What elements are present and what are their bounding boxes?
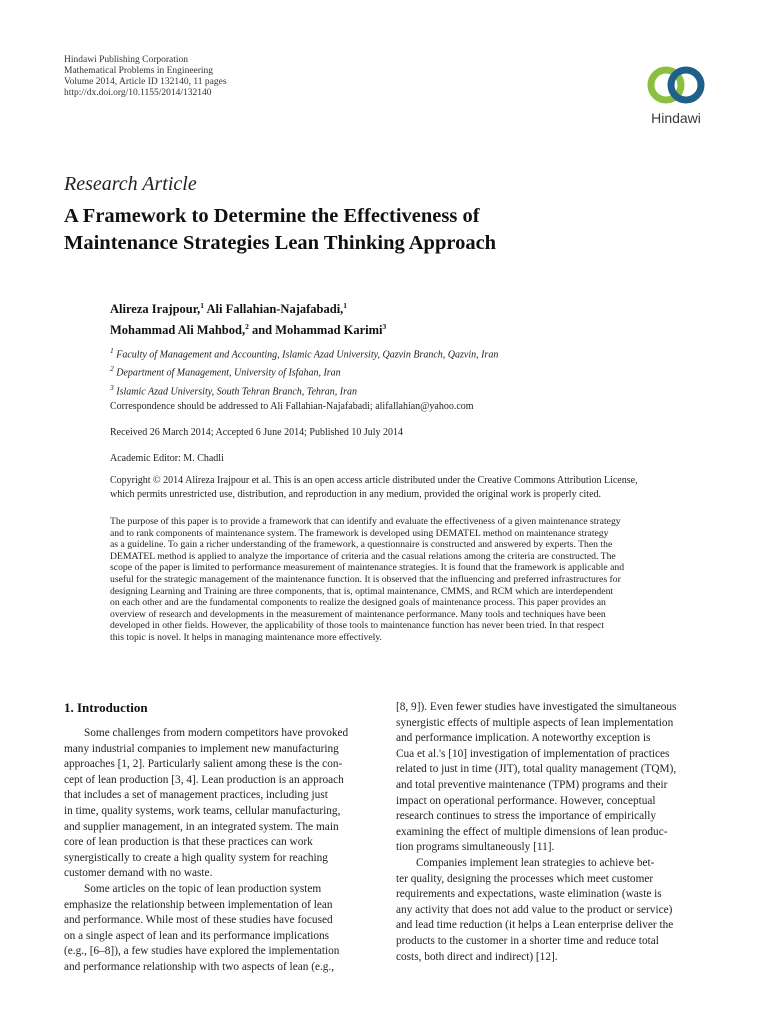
abstract-line: DEMATEL method is applied to analyze the importance of criteria and the casual relations among the criteria are constructed. The [110, 550, 616, 562]
paragraph-line: and performance implication. A noteworthy exception is [396, 732, 651, 745]
hindawi-rings-icon [647, 62, 705, 108]
paragraph-line: Companies implement lean strategies to achieve bet- [416, 856, 655, 869]
paragraph-line: synergistic effects of multiple aspects of lean implementation [396, 716, 674, 729]
paragraph-line: cept of lean production [3, 4]. Lean production is an approach [64, 773, 344, 786]
journal-line: Mathematical Problems in Engineering [64, 66, 214, 76]
section-heading: 1. Introduction [64, 700, 148, 715]
paragraph-line: and performance relationship with two aspects of lean (e.g., [64, 960, 335, 973]
paragraph-line: any activity that does not add value to the product or service) [396, 903, 673, 916]
affil-text: Department of Management, University of Isfahan, Iran [113, 367, 341, 379]
abstract-line: useful for the strategic management of the maintenance function. It is observed that the influencing and preferred infrastructures for [110, 573, 621, 585]
copyright-line: Copyright © 2014 Alireza Irajpour et al. This is an open access article distributed under the Creative Commons Attribution License, [110, 475, 638, 486]
author-name: Alireza Irajpour, [110, 302, 201, 317]
affiliation [110, 344, 498, 362]
paragraph-line: and supplier management, in an integrated system. The main [64, 820, 339, 833]
paragraph-line: core of lean production is that these practices can work [64, 836, 313, 849]
title-line: Maintenance Strategies Lean Thinking Approach [64, 232, 497, 254]
affil-text: Faculty of Management and Accounting, Islamic Azad University, Qazvin Branch, Qazvin, Iran [113, 349, 499, 361]
title-line: A Framework to Determine the Effectiveness of [64, 205, 480, 227]
affil-text: Islamic Azad University, South Tehran Branch, Tehran, Iran [113, 385, 357, 397]
abstract-line: The purpose of this paper is to provide a framework that can identify and evaluate the effectiveness of a given maintenance strategy [110, 516, 621, 527]
academic-editor: Academic Editor: M. Chadli [110, 453, 224, 464]
body-column-right [396, 700, 704, 965]
paragraph-line: related to just in time (JIT), total quality management (TQM), [396, 763, 677, 776]
paragraph-line: and total preventive maintenance (TPM) programs and their [396, 778, 668, 791]
paragraph-line: Some challenges from modern competitors have provoked [84, 727, 349, 739]
abstract-line: scope of the paper is limited to performance measurement of maintenance strategies. It is found that the framework is applicable and [110, 562, 625, 574]
affil-number: 3 [110, 382, 114, 392]
paragraph-line: approaches [1, 2]. Particularly salient among these is the con- [64, 758, 343, 771]
abstract-line: and to rank components of maintenance system. The framework is developed using DEMATEL method on maintenance strategy [110, 527, 609, 539]
article-title [64, 203, 684, 257]
paragraph-line: impact on operational performance. However, conceptual [396, 794, 656, 807]
correspondence: Correspondence should be addressed to Ali Fallahian-Najafabadi; alifallahian@yahoo.com [110, 401, 474, 412]
paragraph-line: tion programs simultaneously [11]. [396, 841, 555, 854]
author-line [110, 318, 386, 339]
logo-text: Hindawi [651, 110, 701, 126]
paragraph-line: in time, quality systems, work teams, cellular manufacturing, [64, 804, 341, 817]
paragraph-line: that includes a set of management practices, including just [64, 789, 328, 802]
paragraph-line: Cua et al.'s [10] investigation of implementation of practices [396, 747, 670, 760]
paragraph-line: synergistically to create a high quality system for reaching [64, 851, 328, 864]
paragraph-line: and performance. While most of these studies have focused [64, 914, 333, 927]
body-column-left [64, 726, 378, 976]
affil-mark: 1 [343, 301, 348, 310]
affil-mark: 2 [245, 322, 249, 332]
publisher-line: Hindawi Publishing Corporation [64, 55, 189, 65]
paragraph-line: customer demand with no waste. [64, 867, 213, 880]
abstract-line: on each other and are the fundamental components to realize the designed goals of maintenance process. This paper provides an [110, 597, 606, 609]
abstract-line: designing Learning and Training are three components, that is, optimal maintenance, CMMS, and RCM which are interdependent [110, 585, 614, 597]
abstract [110, 516, 710, 644]
paragraph-line: examining the effect of multiple dimensions of lean produc- [396, 825, 668, 838]
author-list [110, 297, 386, 339]
abstract-line: developed in other fields. However, the applicability of those tools to maintenance function has never been tried. In that respect [110, 620, 605, 632]
paragraph-line: Some articles on the topic of lean production system [84, 882, 322, 895]
paragraph-line: (e.g., [6–8]), a few studies have explored the implementation [64, 945, 340, 958]
affiliations [110, 344, 498, 399]
copyright-notice [110, 474, 638, 502]
author-name: and Mohammad Karimi [248, 323, 383, 338]
abstract-line: this topic is novel. It helps in managing maintenance more effectively. [110, 631, 382, 643]
affiliation [110, 381, 498, 399]
publication-dates: Received 26 March 2014; Accepted 6 June 2014; Published 10 July 2014 [110, 427, 404, 438]
affiliation [110, 362, 498, 380]
paragraph-line: emphasize the relationship between implementation of lean [64, 898, 333, 911]
paragraph-line: ter quality, designing the processes which meet customer [396, 872, 654, 885]
paragraph-line: and lead time reduction (it helps a Lean enterprise deliver the [396, 919, 674, 932]
author-name: Ali Fallahian-Najafabadi, [204, 302, 344, 317]
affil-number: 1 [110, 346, 114, 355]
author-name: Mohammad Ali Mahbod, [110, 323, 246, 338]
affil-mark: 1 [200, 301, 205, 310]
paragraph-line: requirements and expectations, waste elimination (waste is [396, 888, 662, 901]
paragraph-line: [8, 9]). Even fewer studies have investigated the simultaneous [396, 701, 677, 713]
paragraph-line: on a single aspect of lean and its performance implications [64, 929, 330, 942]
paragraph-line: research continues to stress the importance of empirically [396, 810, 657, 823]
publisher-info [64, 55, 227, 99]
paragraph-line: costs, both direct and indirect) [12]. [396, 950, 558, 963]
copyright-line: which permits unrestricted use, distribution, and reproduction in any medium, provided the original work is properly cited. [110, 489, 602, 500]
affil-number: 2 [110, 364, 114, 374]
volume-line: Volume 2014, Article ID 132140, 11 pages [64, 77, 227, 87]
abstract-line: overview of research and developments in the measurement of maintenance performance. Many tools and techniques have been [110, 608, 606, 620]
paragraph-line: many industrial companies to implement new manufacturing [64, 742, 339, 755]
affil-mark: 3 [382, 322, 387, 332]
abstract-line: as a guideline. To gain a richer understanding of the framework, a questionnaire is constructed and answered by experts. Then the [110, 539, 613, 551]
hindawi-logo [636, 62, 716, 132]
author-line [110, 297, 386, 318]
doi-link[interactable]: http://dx.doi.org/10.1155/2014/132140 [64, 88, 212, 98]
article-type: Research Article [64, 173, 197, 195]
paragraph-line: products to the customer in a shorter time and reduce total [396, 934, 659, 947]
